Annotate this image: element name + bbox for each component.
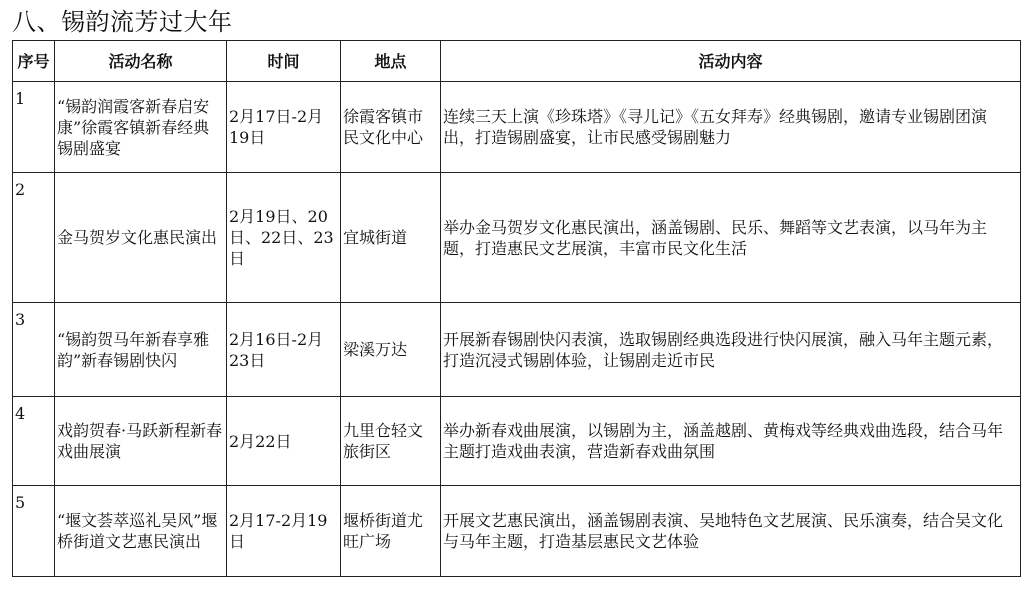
row-number: 1 xyxy=(13,82,55,173)
row-number: 5 xyxy=(13,486,55,577)
activity-name: “堰文荟萃巡礼吴风”堰桥街道文艺惠民演出 xyxy=(55,486,227,577)
activity-location: 九里仓轻文旅街区 xyxy=(341,397,441,486)
activity-time: 2月16日-2月23日 xyxy=(227,303,341,397)
table-row xyxy=(13,82,1021,173)
activity-location: 堰桥街道尤旺广场 xyxy=(341,486,441,577)
header-location: 地点 xyxy=(341,41,441,82)
activity-name: 金马贺岁文化惠民演出 xyxy=(55,173,227,303)
activity-location: 徐霞客镇市民文化中心 xyxy=(341,82,441,173)
activity-name: “锡韵贺马年新春享雅韵”新春锡剧快闪 xyxy=(55,303,227,397)
table-row xyxy=(13,303,1021,397)
header-content: 活动内容 xyxy=(441,41,1021,82)
activity-time: 2月22日 xyxy=(227,397,341,486)
activity-table xyxy=(12,40,1021,577)
table-row xyxy=(13,486,1021,577)
activity-location: 梁溪万达 xyxy=(341,303,441,397)
header-number: 序号 xyxy=(13,41,55,82)
activity-name: “锡韵润霞客新春启安康”徐霞客镇新春经典锡剧盛宴 xyxy=(55,82,227,173)
header-activity-name: 活动名称 xyxy=(55,41,227,82)
table-row xyxy=(13,397,1021,486)
activity-time: 2月17日-2月19日 xyxy=(227,82,341,173)
row-number: 4 xyxy=(13,397,55,486)
activity-content: 举办金马贺岁文化惠民演出，涵盖锡剧、民乐、舞蹈等文艺表演，以马年为主题，打造惠民文艺展演，丰富市民文化生活 xyxy=(441,173,1021,303)
activity-content: 连续三天上演《珍珠塔》《寻儿记》《五女拜寿》经典锡剧，邀请专业锡剧团演出，打造锡剧盛宴，让市民感受锡剧魅力 xyxy=(441,82,1021,173)
activity-time: 2月19日、20日、22日、23日 xyxy=(227,173,341,303)
activity-time: 2月17-2月19日 xyxy=(227,486,341,577)
header-time: 时间 xyxy=(227,41,341,82)
activity-content: 开展文艺惠民演出，涵盖锡剧表演、吴地特色文艺展演、民乐演奏，结合吴文化与马年主题，打造基层惠民文艺体验 xyxy=(441,486,1021,577)
activity-content: 举办新春戏曲展演，以锡剧为主，涵盖越剧、黄梅戏等经典戏曲选段，结合马年主题打造戏曲表演，营造新春戏曲氛围 xyxy=(441,397,1021,486)
activity-location: 宜城街道 xyxy=(341,173,441,303)
row-number: 2 xyxy=(13,173,55,303)
table-header-row xyxy=(13,41,1021,82)
activity-name: 戏韵贺春·马跃新程新春戏曲展演 xyxy=(55,397,227,486)
table-row xyxy=(13,173,1021,303)
activity-content: 开展新春锡剧快闪表演，选取锡剧经典选段进行快闪展演，融入马年主题元素，打造沉浸式锡剧体验，让锡剧走近市民 xyxy=(441,303,1021,397)
row-number: 3 xyxy=(13,303,55,397)
section-heading: 八、锡韵流芳过大年 xyxy=(12,8,233,36)
